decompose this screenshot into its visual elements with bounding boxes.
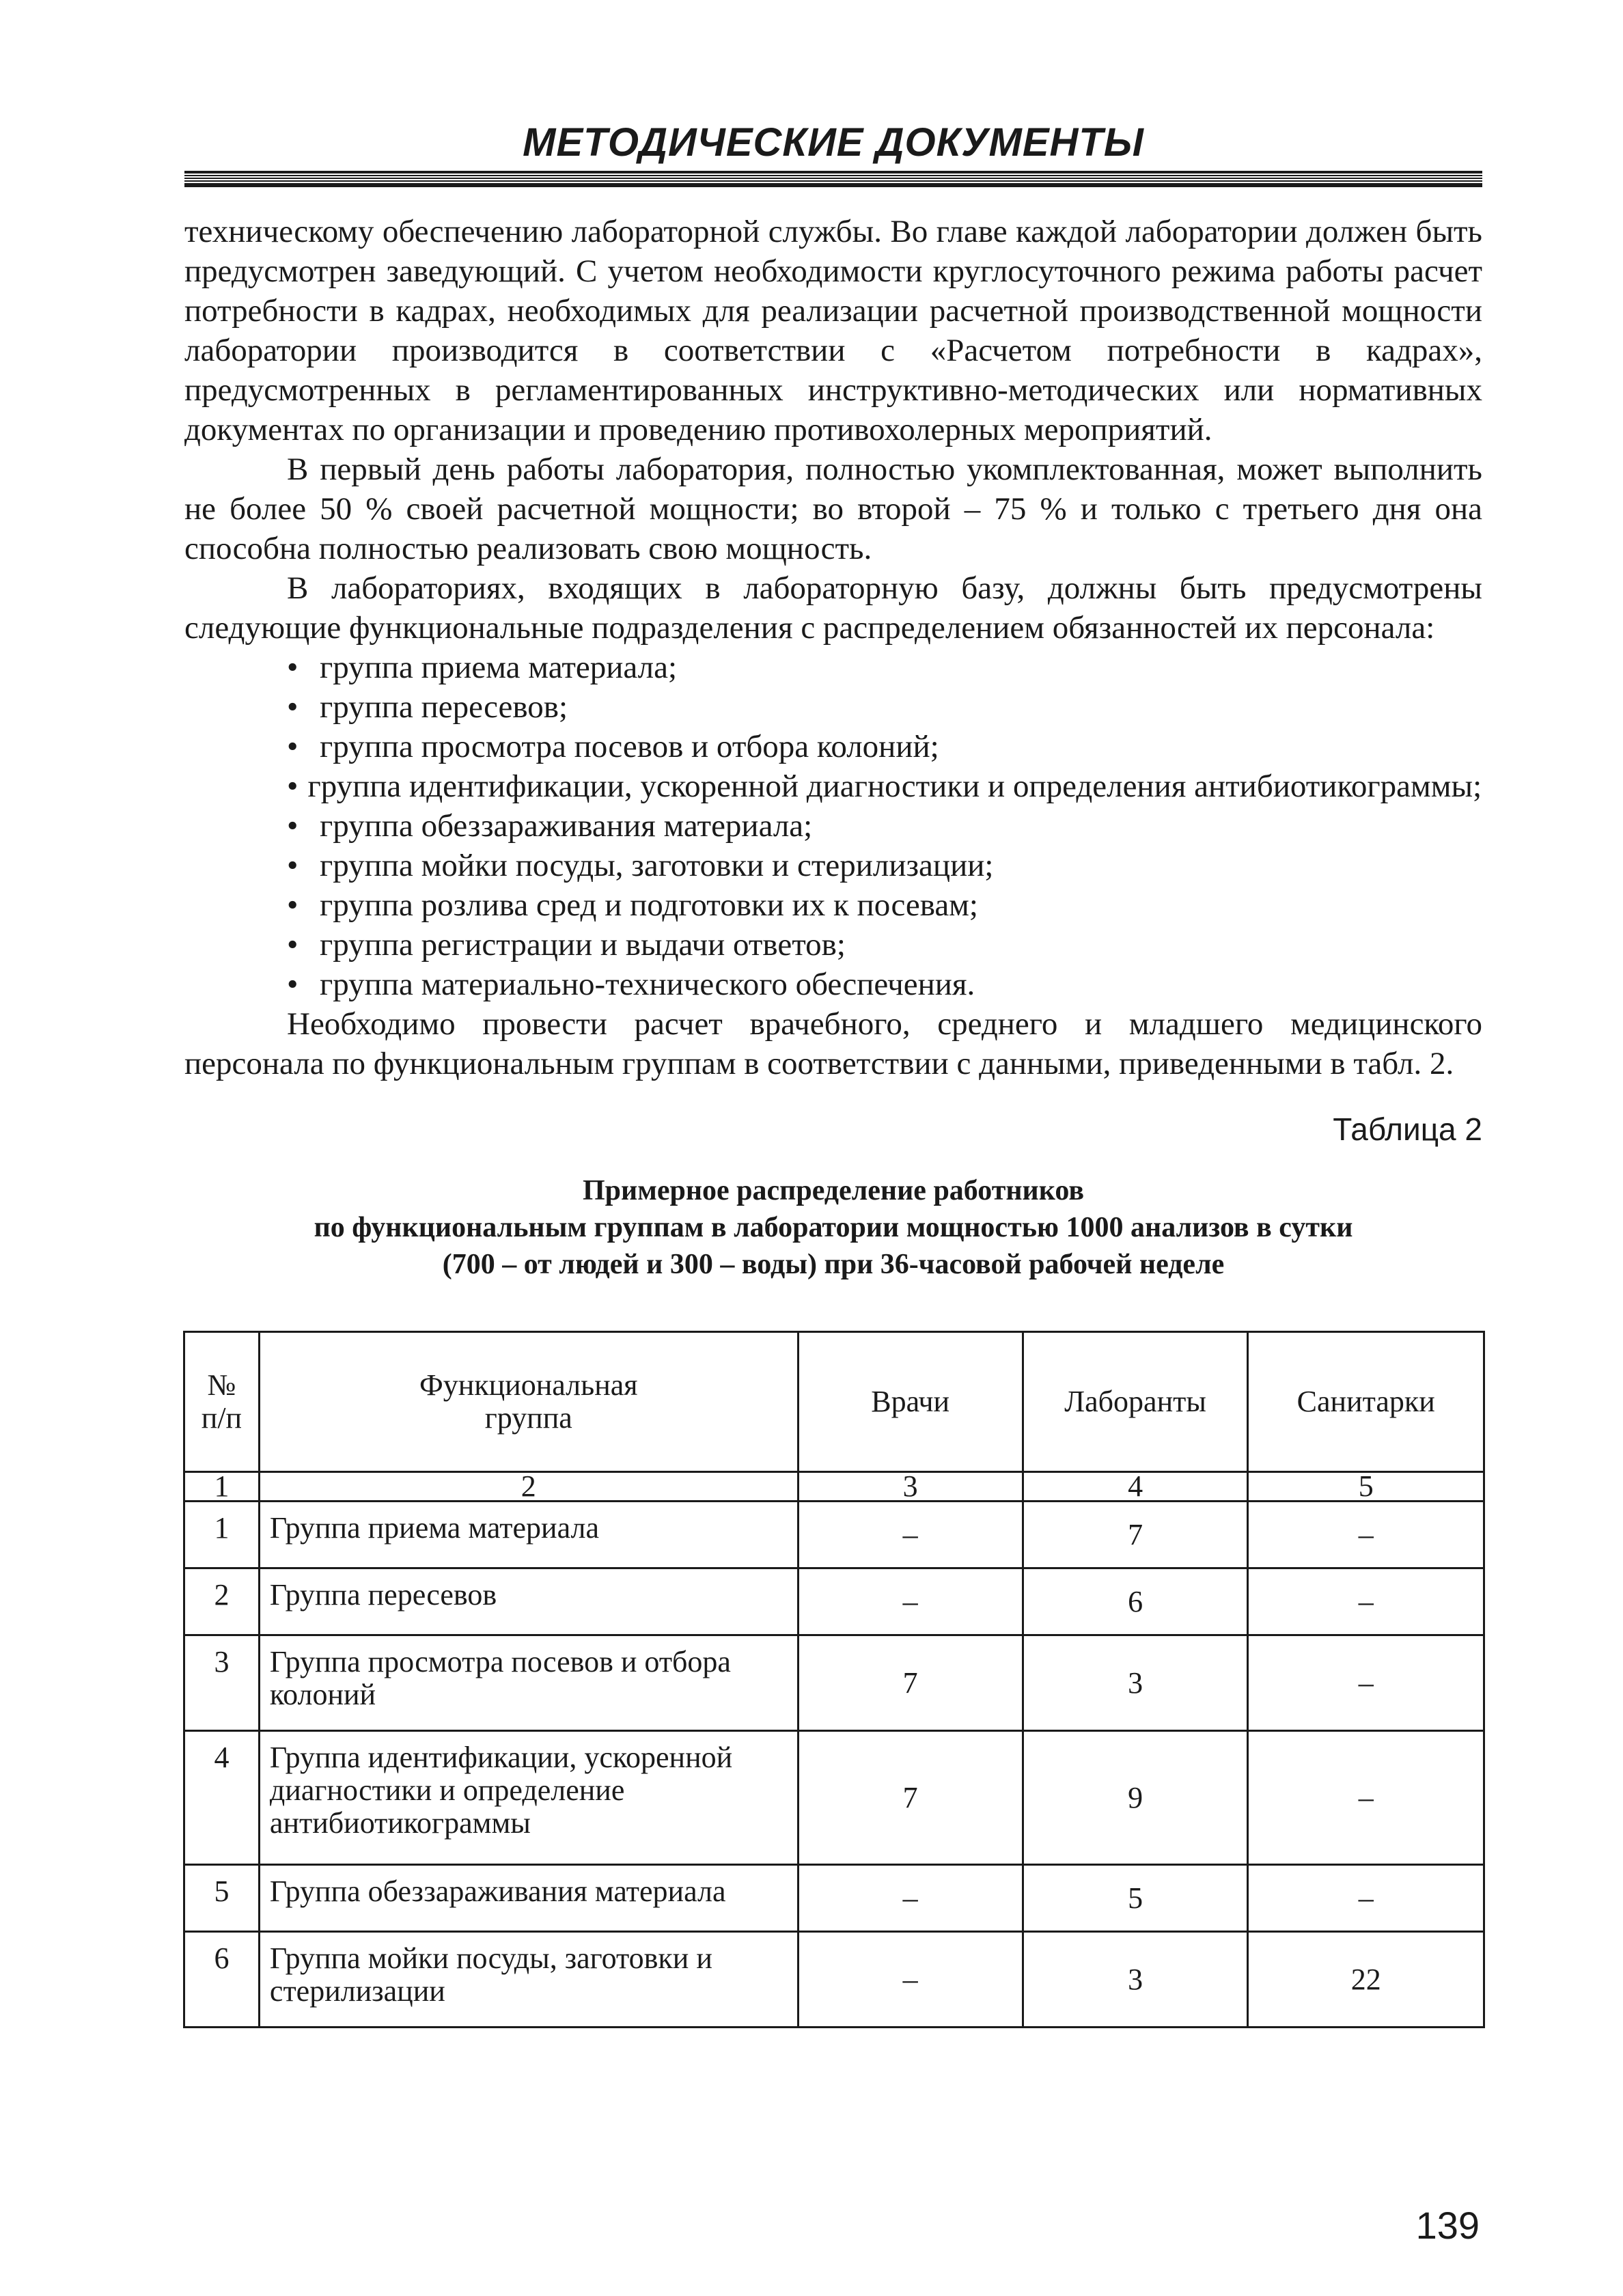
- column-number-row: [184, 1472, 1484, 1502]
- column-number: 2: [259, 1472, 798, 1502]
- cell-lab: 7: [1023, 1502, 1248, 1568]
- cell-lab: 3: [1023, 1932, 1248, 2028]
- cell-group: Группа мойки посуды, заготовки и стерилизации: [259, 1932, 798, 2028]
- column-number: 4: [1023, 1472, 1248, 1502]
- list-item: • группа пересевов;: [184, 687, 1482, 727]
- cell-lab: 5: [1023, 1865, 1248, 1932]
- cell-lab: 9: [1023, 1731, 1248, 1865]
- cell-lab: 3: [1023, 1635, 1248, 1731]
- cell-nurses: –: [1248, 1731, 1484, 1865]
- column-number: 1: [184, 1472, 260, 1502]
- paragraph-3: В лабораториях, входящих в лабораторную базу, должны быть предусмотрены следующие функциональные подразделения с распределением обязанностей их персонала:: [184, 570, 1482, 646]
- cell-num: 5: [184, 1865, 260, 1932]
- running-header-title: МЕТОДИЧЕСКИЕ ДОКУМЕНТЫ: [523, 120, 1144, 165]
- table-row: [184, 1568, 1484, 1635]
- cell-doctors: –: [798, 1502, 1023, 1568]
- cell-nurses: –: [1248, 1502, 1484, 1568]
- bullet-icon: •: [287, 927, 299, 963]
- table-row: [184, 1932, 1484, 2028]
- table-label: Таблица 2: [1333, 1111, 1482, 1147]
- document-page: [184, 120, 1482, 2028]
- cell-group: Группа пересевов: [259, 1568, 798, 1635]
- header-group: Функциональная группа: [259, 1332, 798, 1472]
- table-caption: [184, 1172, 1482, 1283]
- cell-doctors: –: [798, 1568, 1023, 1635]
- cell-group: Группа идентификации, ускоренной диагностики и определение антибиотикограммы: [259, 1731, 798, 1865]
- cell-doctors: 7: [798, 1635, 1023, 1731]
- closing-paragraph: Необходимо провести расчет врачебного, среднего и младшего медицинского персонала по функциональным группам в соответствии с данными, приведенными в табл. 2.: [184, 1006, 1482, 1081]
- list-item: • группа приема материала;: [184, 648, 1482, 687]
- list-item: • группа обеззараживания материала;: [184, 806, 1482, 846]
- bullet-icon: •: [287, 769, 299, 804]
- cell-num: 4: [184, 1731, 260, 1865]
- paragraph-1: техническому обеспечению лабораторной службы. Во главе каждой лаборатории должен быть предусмотрен заведующий. С учетом необходимости круглосуточного режима работы расчет потребности в кадрах, необходимых для реализации расчетной производственной мощности лаборатории производится в соответствии с «Расчетом потребности в кадрах», предусмотренных в регламентированных инструктивно-методических или нормативных документах по организации и проведению противохолерных мероприятий.: [184, 214, 1482, 447]
- bullet-icon: •: [287, 689, 299, 725]
- cell-nurses: 22: [1248, 1932, 1484, 2028]
- cell-nurses: –: [1248, 1635, 1484, 1731]
- page-number: 139: [1415, 2204, 1480, 2247]
- caption-line: (700 – от людей и 300 – воды) при 36-часовой рабочей неделе: [442, 1249, 1225, 1280]
- table-row: [184, 1635, 1484, 1731]
- list-item: • группа мойки посуды, заготовки и стерилизации;: [184, 846, 1482, 885]
- header-nurses: Санитарки: [1248, 1332, 1484, 1472]
- list-item: • группа розлива сред и подготовки их к посевам;: [184, 885, 1482, 925]
- column-number: 3: [798, 1472, 1023, 1502]
- column-number: 5: [1248, 1472, 1484, 1502]
- table-row: [184, 1731, 1484, 1865]
- list-item: • группа идентификации, ускоренной диагностики и определения антибиотикограммы;: [287, 769, 1482, 804]
- cell-doctors: –: [798, 1865, 1023, 1932]
- cell-nurses: –: [1248, 1865, 1484, 1932]
- header-doctors: Врачи: [798, 1332, 1023, 1472]
- cell-num: 2: [184, 1568, 260, 1635]
- list-item: • группа материально-технического обеспечения.: [184, 965, 1482, 1004]
- body-text: [184, 212, 1482, 1083]
- table-row: [184, 1865, 1484, 1932]
- cell-group: Группа обеззараживания материала: [259, 1865, 798, 1932]
- cell-num: 3: [184, 1635, 260, 1731]
- cell-doctors: –: [798, 1932, 1023, 2028]
- header-lab: Лаборанты: [1023, 1332, 1248, 1472]
- staff-distribution-table: [183, 1331, 1485, 2028]
- bullet-icon: •: [287, 848, 299, 883]
- cell-num: 6: [184, 1932, 260, 2028]
- list-item: • группа регистрации и выдачи ответов;: [184, 925, 1482, 965]
- table-row: [184, 1502, 1484, 1568]
- list-item: • группа просмотра посевов и отбора колоний;: [184, 727, 1482, 766]
- functional-groups-list: [184, 648, 1482, 1004]
- table-header-row: [184, 1332, 1484, 1472]
- caption-line: по функциональным группам в лаборатории мощностью 1000 анализов в сутки: [314, 1212, 1353, 1243]
- caption-line: Примерное распределение работников: [582, 1175, 1084, 1206]
- bullet-icon: •: [287, 729, 299, 764]
- cell-num: 1: [184, 1502, 260, 1568]
- cell-lab: 6: [1023, 1568, 1248, 1635]
- cell-nurses: –: [1248, 1568, 1484, 1635]
- bullet-icon: •: [287, 650, 299, 685]
- cell-group: Группа просмотра посевов и отбора колоний: [259, 1635, 798, 1731]
- header-num: № п/п: [184, 1332, 260, 1472]
- bullet-icon: •: [287, 967, 299, 1002]
- paragraph-2: В первый день работы лаборатория, полностью укомплектованная, может выполнить не более 50 % своей расчетной мощности; во второй – 75 % и только с третьего дня она способна полностью реализовать свою мощность.: [184, 452, 1482, 566]
- cell-group: Группа приема материала: [259, 1502, 798, 1568]
- cell-doctors: 7: [798, 1731, 1023, 1865]
- header-rule: [184, 171, 1482, 187]
- bullet-icon: •: [287, 808, 299, 844]
- bullet-icon: •: [287, 887, 299, 923]
